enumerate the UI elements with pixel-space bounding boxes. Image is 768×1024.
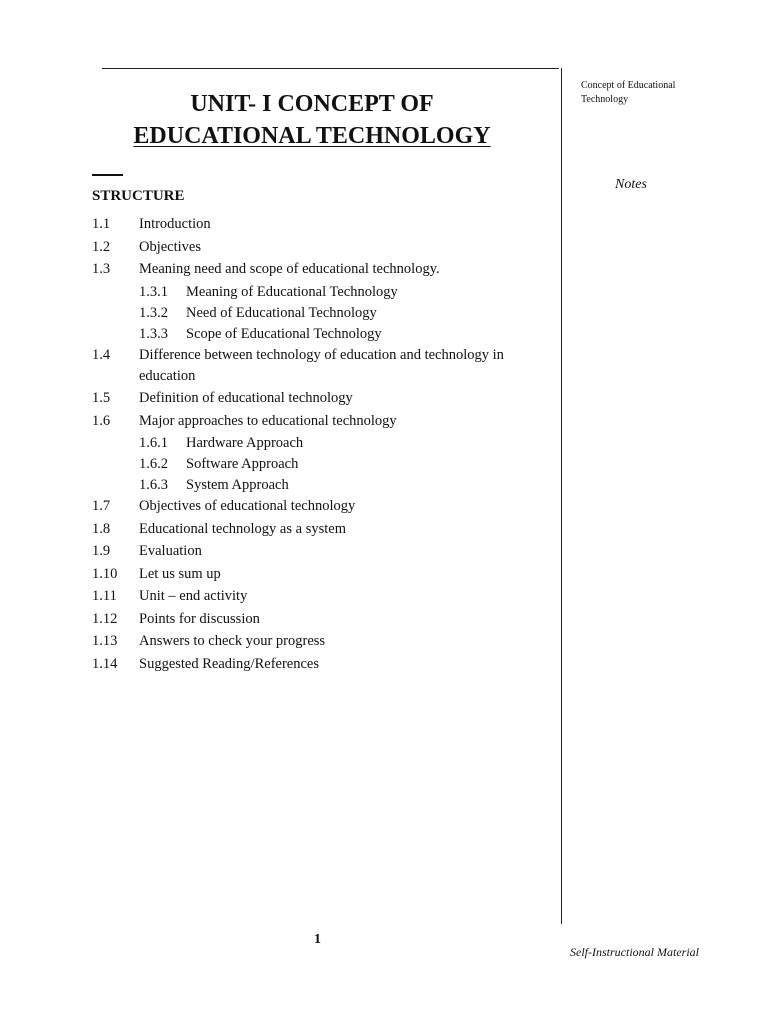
toc-text: Suggested Reading/References xyxy=(139,655,319,672)
toc-sub-number: 1.3.1 xyxy=(139,283,168,300)
toc-text: Major approaches to educational technology xyxy=(139,412,397,429)
toc-number: 1.9 xyxy=(92,543,111,559)
top-rule xyxy=(102,68,559,69)
toc-number: 1.14 xyxy=(92,655,118,672)
toc-number: 1.3 xyxy=(92,261,111,277)
toc-sub-text: Scope of Educational Technology xyxy=(186,325,382,342)
toc-text: Difference between technology of education and technology in education xyxy=(139,346,504,384)
toc-text: Introduction xyxy=(139,216,211,232)
toc-sub-number: 1.6.2 xyxy=(139,456,168,472)
toc-subentry xyxy=(92,303,552,324)
notes-label: Notes xyxy=(615,177,647,192)
toc-text: Points for discussion xyxy=(139,610,260,627)
toc-sub-text: Software Approach xyxy=(186,456,299,472)
toc-number: 1.13 xyxy=(92,633,118,649)
unit-title xyxy=(92,88,532,152)
page-number: 1 xyxy=(314,932,321,947)
toc-entry xyxy=(92,519,552,540)
toc-text: Educational technology as a system xyxy=(139,520,346,537)
structure-heading: STRUCTURE xyxy=(92,188,185,204)
toc-sub-text: Hardware Approach xyxy=(186,435,304,451)
toc-entry xyxy=(92,259,552,345)
toc-subentry xyxy=(92,475,552,496)
toc-text: Answers to check your progress xyxy=(139,633,326,649)
toc-number: 1.12 xyxy=(92,610,118,627)
toc-text: Definition of educational technology xyxy=(139,390,353,406)
toc-subentry xyxy=(92,282,552,303)
table-of-contents xyxy=(92,214,552,676)
toc-sub-text: Meaning of Educational Technology xyxy=(186,283,398,300)
toc-entry xyxy=(92,586,552,607)
toc-entry xyxy=(92,631,552,652)
toc-text: Meaning need and scope of educational technology. xyxy=(139,261,440,277)
toc-subentry xyxy=(92,324,552,345)
unit-title-line2: EDUCATIONAL TECHNOLOGY xyxy=(133,123,491,149)
toc-sub-number: 1.3.2 xyxy=(139,304,168,321)
toc-entry xyxy=(92,214,552,235)
margin-divider xyxy=(561,68,562,924)
toc-sub-text: System Approach xyxy=(186,477,289,493)
toc-text: Evaluation xyxy=(139,543,202,559)
toc-number: 1.4 xyxy=(92,346,111,363)
toc-entry xyxy=(92,345,552,387)
toc-text: Unit – end activity xyxy=(139,588,248,604)
unit-title-line1: UNIT- I CONCEPT OF xyxy=(190,91,434,117)
toc-entry xyxy=(92,496,552,517)
toc-number: 1.8 xyxy=(92,520,111,537)
toc-sub-number: 1.3.3 xyxy=(139,325,168,342)
toc-text: Objectives of educational technology xyxy=(139,498,356,514)
toc-sub-text: Need of Educational Technology xyxy=(186,304,377,321)
toc-subentry xyxy=(92,433,552,454)
footer-text: Self-Instructional Material xyxy=(570,945,699,959)
toc-sub-number: 1.6.1 xyxy=(139,435,168,451)
toc-entry xyxy=(92,609,552,630)
toc-text: Let us sum up xyxy=(139,565,221,582)
short-rule xyxy=(92,174,123,176)
toc-entry xyxy=(92,237,552,258)
toc-number: 1.7 xyxy=(92,498,111,514)
toc-number: 1.2 xyxy=(92,238,111,255)
toc-entry xyxy=(92,564,552,585)
toc-number: 1.10 xyxy=(92,565,118,582)
toc-sub-number: 1.6.3 xyxy=(139,477,168,493)
toc-number: 1.1 xyxy=(92,216,111,232)
toc-entry xyxy=(92,388,552,409)
running-header: Concept of Educational Technology xyxy=(581,80,676,105)
toc-entry xyxy=(92,411,552,497)
toc-entry xyxy=(92,654,552,675)
toc-subentry xyxy=(92,454,552,475)
toc-number: 1.11 xyxy=(92,588,117,604)
toc-number: 1.6 xyxy=(92,412,111,429)
toc-number: 1.5 xyxy=(92,390,111,406)
toc-text: Objectives xyxy=(139,238,202,255)
toc-entry xyxy=(92,541,552,562)
